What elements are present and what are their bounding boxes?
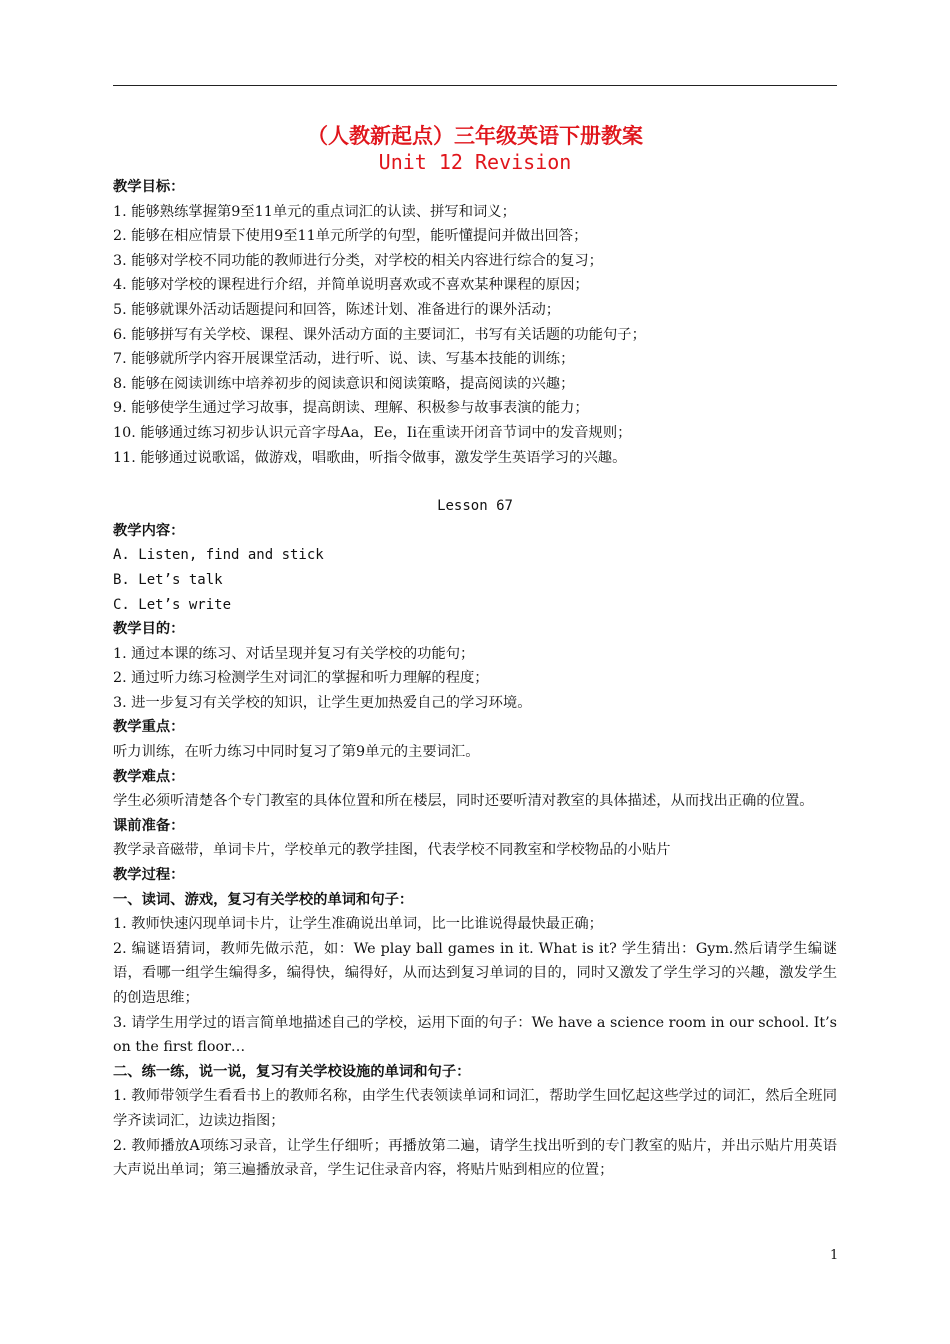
preparation-heading: 课前准备： — [113, 817, 185, 834]
step-one-heading: 一、读词、游戏，复习有关学校的单词和句子： — [113, 891, 414, 908]
difficult-points-text: 学生必须听清楚各个专门教室的具体位置和所在楼层，同时还要听清对教室的具体描述，从而找出正确的位置。 — [113, 793, 814, 810]
document-title: （人教新起点）三年级英语下册教案 — [307, 123, 643, 148]
preparation-text: 教学录音磁带，单词卡片，学校单元的教学挂图，代表学校不同教室和学校物品的小贴片 — [113, 842, 671, 859]
step-two-item: 1. 教师带领学生看看书上的教师名称，由学生代表领读单词和词汇，帮助学生回忆起这些学过的词汇，然后全班同学齐读词汇，边读边指图； — [113, 1088, 837, 1129]
objective-item: 1. 能够熟练掌握第9至11单元的重点词汇的认读、拼写和词义； — [113, 203, 516, 220]
step-one-item: 1. 教师快速闪现单词卡片，让学生准确说出单词，比一比谁说得最快最正确； — [113, 916, 603, 933]
aim-item: 1. 通过本课的练习、对话呈现并复习有关学校的功能句； — [113, 645, 475, 662]
step-one-item: 2. 编谜语猜词，教师先做示范，如：We play ball games in it. What is it? 学生猜出：Gym.然后请学生编谜语，看哪一组学生编得多，编得快，编得好，从而达到复习单词的目的，同时又激发了学生学习的兴趣，激发学生的创造思维； — [113, 940, 837, 1006]
objective-item: 4. 能够对学校的课程进行介绍，并简单说明喜欢或不喜欢某种课程的原因； — [113, 277, 589, 294]
header-rule — [113, 85, 837, 86]
objective-item: 10. 能够通过练习初步认识元音字母Aa，Ee，Ii在重读开闭音节词中的发音规则； — [113, 424, 632, 441]
step-two-item: 2. 教师播放A项练习录音，让学生仔细听；再播放第二遍，请学生找出听到的专门教室的贴片，并出示贴片用英语大声说出单词；第三遍播放录音，学生记住录音内容，将贴片贴到相应的位置； — [113, 1137, 837, 1179]
objective-item: 3. 能够对学校不同功能的教师进行分类，对学校的相关内容进行综合的复习； — [113, 252, 603, 269]
step-two-heading: 二、练一练，说一说，复习有关学校设施的单词和句子： — [113, 1063, 471, 1080]
objective-item: 5. 能够就课外活动话题提问和回答，陈述计划、准备进行的课外活动； — [113, 301, 561, 318]
objective-item: 6. 能够拼写有关学校、课程、课外活动方面的主要词汇，书写有关话题的功能句子； — [113, 326, 646, 343]
objectives-heading: 教学目标： — [113, 179, 185, 195]
content-heading: 教学内容： — [113, 522, 185, 539]
objective-item: 11. 能够通过说歌谣，做游戏，唱歌曲，听指令做事，激发学生英语学习的兴趣。 — [113, 449, 627, 466]
aim-item: 2. 通过听力练习检测学生对词汇的掌握和听力理解的程度； — [113, 670, 489, 687]
difficult-points-heading: 教学难点： — [113, 768, 185, 785]
step-one-item: 3. 请学生用学过的语言简单地描述自己的学校，运用下面的句子：We have a science room in our school. It’s on the first floor… — [113, 1014, 837, 1056]
objective-item: 2. 能够在相应情景下使用9至11单元所学的句型，能听懂提问并做出回答； — [113, 228, 588, 245]
page-number: 1 — [830, 1248, 839, 1263]
lesson-title: Lesson 67 — [437, 498, 513, 515]
key-points-text: 听力训练，在听力练习中同时复习了第9单元的主要词汇。 — [113, 744, 480, 761]
aims-heading: 教学目的： — [113, 621, 185, 638]
objective-item: 9. 能够使学生通过学习故事，提高朗读、理解、积极参与故事表演的能力； — [113, 400, 589, 417]
objective-item: 8. 能够在阅读训练中培养初步的阅读意识和阅读策略，提高阅读的兴趣； — [113, 375, 575, 392]
content-item: B. Let’s talk — [113, 571, 223, 588]
objective-item: 7. 能够就所学内容开展课堂活动，进行听、说、读、写基本技能的训练； — [113, 351, 575, 368]
process-heading: 教学过程： — [113, 867, 185, 884]
aim-item: 3. 进一步复习有关学校的知识，让学生更加热爱自己的学习环境。 — [113, 694, 532, 711]
document-body — [113, 175, 837, 1183]
content-item: C. Let’s write — [113, 596, 232, 613]
content-item: A. Listen, find and stick — [113, 547, 324, 564]
key-points-heading: 教学重点： — [113, 719, 185, 736]
unit-title: Unit 12 Revision — [378, 150, 572, 174]
